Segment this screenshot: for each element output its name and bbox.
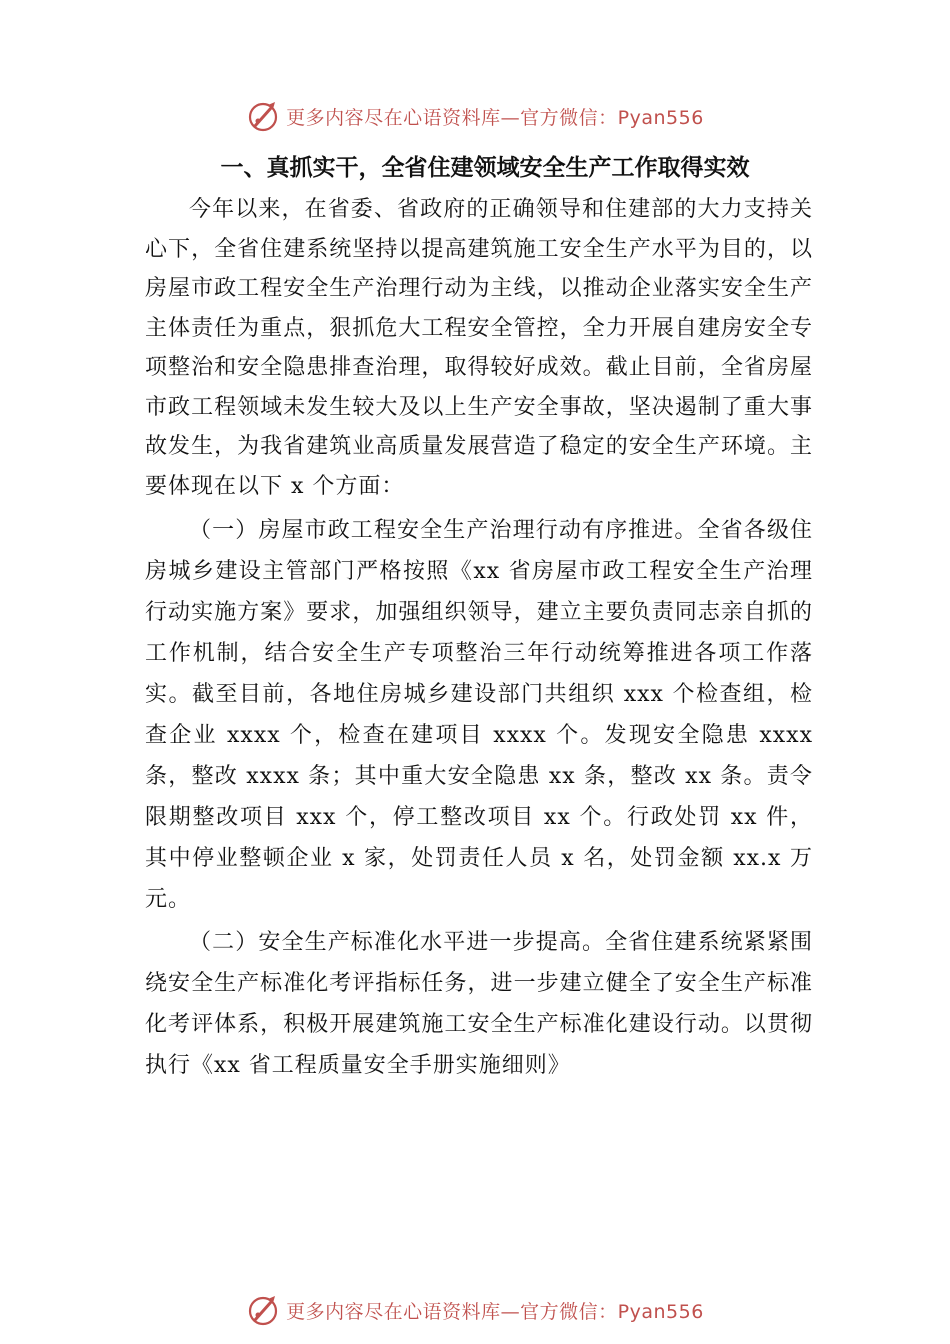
watermark-header <box>0 96 950 136</box>
document-body <box>145 190 813 1086</box>
pen-logo-icon <box>246 99 280 133</box>
watermark-handle: Pyan556 <box>617 1300 704 1323</box>
paragraph-section-1: （一）房屋市政工程安全生产治理行动有序推进。全省各级住房城乡建设主管部门严格按照《xx 省房屋市政工程安全生产治理行动实施方案》要求，加强组织领导，建立主要负责同志亲自抓的工作机制，结合安全生产专项整治三年行动统筹推进各项工作落实。截至目前，各地住房城乡建设部门共组织 xxx 个检查组，检查企业 xxxx 个，检查在建项目 xxxx 个。发现安全隐患 xxxx 条，整改 xxxx 条；其中重大安全隐患 xx 条，整改 xx 条。责令限期整改项目 xxx 个，停工整改项目 xx 个。行政处罚 xx 件，其中停业整顿企业 x 家，处罚责任人员 x 名，处罚金额 xx.x 万元。 <box>145 518 813 912</box>
watermark-text: 更多内容尽在心语资料库—官方微信：Pyan556 <box>286 1300 704 1323</box>
watermark-footer <box>0 1290 950 1330</box>
paragraph-section-2: （二）安全生产标准化水平进一步提高。全省住建系统紧紧围绕安全生产标准化考评指标任务，进一步建立健全了安全生产标准化考评体系，积极开展建筑施工安全生产标准化建设行动。以贯彻执行《xx 省工程质量安全手册实施细则》 <box>145 930 813 1078</box>
pen-logo-icon <box>246 1293 280 1327</box>
paragraph-intro: 今年以来，在省委、省政府的正确领导和住建部的大力支持关心下，全省住建系统坚持以提高建筑施工安全生产水平为目的，以房屋市政工程安全生产治理行动为主线，以推动企业落实安全生产主体责任为重点，狠抓危大工程安全管控，全力开展自建房安全专项整治和安全隐患排查治理，取得较好成效。截止目前，全省房屋市政工程领域未发生较大及以上生产安全事故，坚决遏制了重大事故发生，为我省建筑业高质量发展营造了稳定的安全生产环境。主要体现在以下 x 个方面： <box>145 197 813 499</box>
section-heading: 一、真抓实干，全省住建领域安全生产工作取得实效 <box>220 155 750 181</box>
watermark-handle: Pyan556 <box>617 106 704 129</box>
watermark-text: 更多内容尽在心语资料库—官方微信：Pyan556 <box>286 106 704 129</box>
